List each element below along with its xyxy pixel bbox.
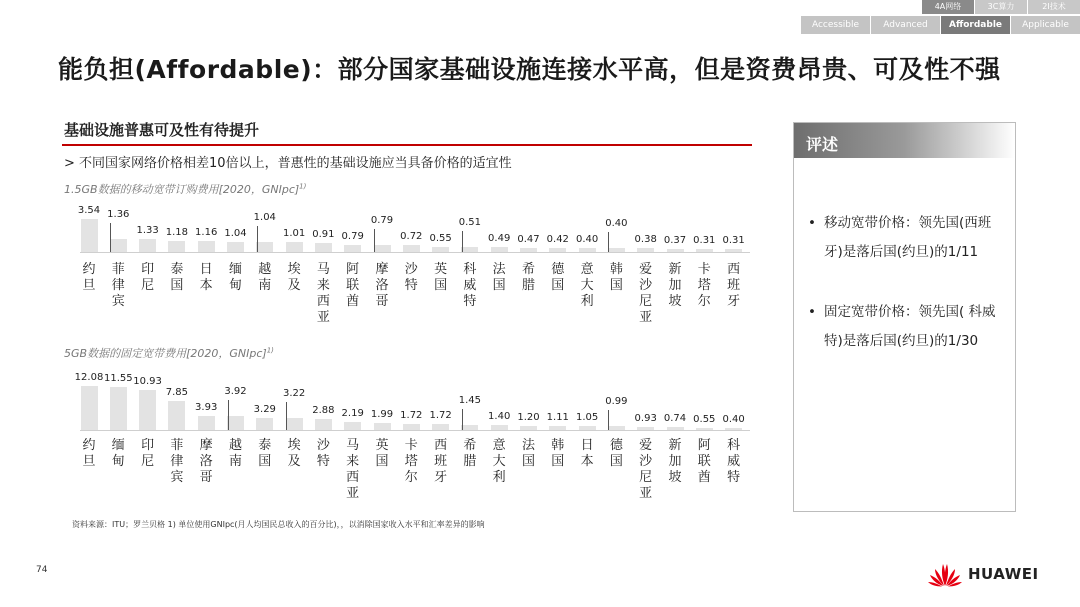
data-label: 2.19 (341, 407, 364, 419)
sub-nav-tabs (800, 16, 1080, 34)
category-label: 意大利 (492, 438, 506, 485)
top-nav-tabs (921, 0, 1080, 14)
data-label: 0.74 (663, 413, 687, 425)
data-label: 1.01 (282, 228, 306, 240)
chart1-title-sup: 1) (299, 182, 307, 191)
comment-item-text: 固定宽带价格：领先国( 科威特)是落后国(约旦)的1/30 (824, 304, 996, 349)
brand-name: HUAWEI (968, 565, 1039, 583)
data-label: 0.31 (693, 235, 716, 247)
bar (315, 243, 332, 252)
bar (227, 416, 244, 430)
category-label: 德国 (551, 262, 565, 293)
category-label: 法国 (521, 438, 535, 469)
category-label: 西班牙 (434, 438, 448, 485)
category-label: 印尼 (141, 438, 155, 469)
comment-item (808, 298, 1008, 356)
label-leader-line (608, 232, 609, 252)
category-label: 新加坡 (668, 262, 682, 309)
bar (110, 239, 127, 252)
data-label: 0.40 (575, 234, 599, 246)
bullet-dot: • (808, 215, 816, 231)
label-leader-line (286, 402, 287, 430)
label-leader-line (257, 226, 258, 252)
bar (256, 418, 273, 430)
source-note: 资料来源：ITU；罗兰贝格 1) 单位使用GNIpc(月人均国民总收入的百分比)，，以消除国家收入水平和汇率差异的影响 (72, 520, 485, 529)
label-leader-line (462, 231, 463, 252)
bar (81, 219, 98, 252)
category-label: 德国 (609, 438, 623, 469)
bar (344, 245, 361, 252)
section-divider (62, 144, 752, 146)
data-label: 7.85 (165, 387, 189, 399)
tab-4a-network[interactable]: 4A网络 (922, 0, 974, 14)
data-label: 1.36 (107, 209, 130, 221)
bar (725, 428, 742, 430)
data-label: 0.79 (370, 214, 394, 226)
bar (608, 248, 625, 252)
data-label: 1.20 (517, 411, 540, 423)
category-label: 卡塔尔 (404, 438, 418, 485)
data-label: 0.40 (605, 218, 628, 230)
chart2-title-text: 5GB数据的固定宽带费用[2020，GNIpc] (64, 347, 267, 360)
data-label: 0.47 (517, 233, 540, 245)
data-label: 3.22 (282, 388, 306, 400)
label-leader-line (374, 229, 375, 252)
category-label: 泰国 (258, 438, 272, 469)
bar (168, 241, 185, 252)
page-number: 74 (36, 565, 48, 575)
chart-baseline (80, 252, 750, 253)
section-title: 基础设施普惠可及性有待提升 (64, 121, 260, 139)
comment-header (794, 123, 1015, 158)
category-label: 菲律宾 (170, 438, 184, 485)
bar (608, 426, 625, 430)
tab-applicable[interactable]: Applicable (1011, 16, 1080, 34)
data-label: 1.99 (370, 408, 394, 420)
data-label: 3.93 (195, 401, 218, 413)
comment-panel (793, 122, 1016, 512)
bar (667, 249, 684, 252)
category-label: 马来西亚 (316, 262, 330, 325)
bar (168, 401, 185, 430)
category-label: 英国 (434, 262, 448, 293)
data-label: 0.55 (693, 413, 716, 425)
tab-affordable[interactable]: Affordable (941, 16, 1010, 34)
section-bullet: > 不同国家网络价格相差10倍以上，普惠性的基础设施应当具备价格的适宜性 (64, 156, 512, 171)
category-label: 马来西亚 (346, 438, 360, 501)
label-leader-line (228, 400, 229, 430)
data-label: 11.55 (103, 373, 133, 385)
bar (491, 247, 508, 252)
category-label: 意大利 (580, 262, 594, 309)
data-label: 0.42 (546, 234, 569, 246)
bar (403, 424, 420, 430)
data-label: 0.79 (341, 230, 364, 242)
bar (667, 427, 684, 430)
category-label: 阿联酋 (697, 438, 711, 485)
bar (227, 242, 244, 252)
bar (696, 249, 713, 252)
chart1-title (64, 181, 306, 197)
category-label: 新加坡 (668, 438, 682, 485)
data-label: 12.08 (74, 371, 104, 383)
bar (110, 387, 127, 430)
data-label: 0.99 (605, 396, 628, 408)
data-label: 1.45 (458, 394, 482, 406)
bar (432, 247, 449, 252)
data-label: 0.93 (634, 412, 657, 424)
label-leader-line (110, 223, 111, 252)
category-label: 缅甸 (228, 262, 242, 293)
label-leader-line (462, 409, 463, 430)
bar (579, 426, 596, 430)
data-label: 1.04 (224, 228, 247, 240)
bar (549, 426, 566, 430)
comment-header-title: 评述 (806, 135, 839, 154)
category-label: 阿联酋 (346, 262, 360, 309)
data-label: 1.33 (136, 225, 159, 237)
category-label: 泰国 (170, 262, 184, 293)
bar (374, 245, 391, 252)
category-label: 越南 (258, 262, 272, 293)
category-label: 印尼 (141, 262, 155, 293)
category-label: 沙特 (404, 262, 418, 293)
data-label: 1.04 (253, 212, 276, 224)
data-label: 1.05 (575, 412, 599, 424)
category-label: 缅甸 (111, 438, 125, 469)
bar (520, 248, 537, 252)
comment-item-text: 移动宽带价格：领先国(西班牙)是落后国(约旦)的1/11 (824, 215, 992, 260)
bar (725, 249, 742, 252)
bar (198, 241, 215, 252)
bar (549, 248, 566, 252)
tab-accessible[interactable]: Accessible (801, 16, 870, 34)
category-label: 爱沙尼亚 (639, 438, 653, 501)
data-label: 0.51 (458, 217, 482, 229)
category-label: 英国 (375, 438, 389, 469)
bar (374, 423, 391, 430)
data-label: 3.92 (224, 385, 247, 397)
data-label: 3.54 (77, 204, 101, 216)
bar (520, 426, 537, 430)
category-label: 约旦 (82, 438, 96, 469)
chart-baseline (80, 430, 750, 431)
category-label: 卡塔尔 (697, 262, 711, 309)
data-label: 1.72 (400, 409, 423, 421)
data-label: 0.37 (663, 234, 687, 246)
data-label: 0.40 (722, 414, 745, 425)
bar (637, 248, 654, 252)
data-label: 3.29 (253, 403, 276, 415)
bar (461, 425, 478, 430)
tab-3c-compute[interactable]: 3C算力 (975, 0, 1027, 14)
category-label: 法国 (492, 262, 506, 293)
category-label: 越南 (228, 438, 242, 469)
data-label: 10.93 (133, 375, 162, 387)
bar (315, 419, 332, 430)
chart1-title-text: 1.5GB数据的移动宽带订购费用[2020，GNIpc] (64, 183, 300, 196)
category-label: 约旦 (82, 262, 96, 293)
category-label: 希腊 (521, 262, 535, 293)
bar (491, 425, 508, 430)
tab-advanced[interactable]: Advanced (871, 16, 940, 34)
bullet-dot: • (808, 304, 816, 320)
label-leader-line (608, 410, 609, 430)
bar (461, 247, 478, 252)
data-label: 0.31 (722, 235, 745, 247)
category-label: 日本 (199, 262, 213, 293)
huawei-logo (928, 561, 1039, 587)
category-label: 菲律宾 (111, 262, 125, 309)
chart2-title (64, 345, 274, 361)
category-label: 沙特 (316, 438, 330, 469)
category-label: 埃及 (287, 262, 301, 293)
comment-item (808, 209, 1008, 267)
category-label: 科威特 (727, 438, 741, 485)
category-label: 韩国 (551, 438, 565, 469)
data-label: 2.88 (312, 405, 335, 417)
bar (637, 427, 654, 430)
chart2-title-sup: 1) (266, 346, 274, 355)
bar (81, 386, 98, 430)
bar (139, 390, 156, 430)
category-label: 日本 (580, 438, 594, 469)
bar (139, 239, 156, 252)
data-label: 1.18 (165, 226, 189, 238)
category-label: 摩洛哥 (199, 438, 213, 485)
tab-2i-tech[interactable]: 2I技术 (1028, 0, 1080, 14)
category-label: 希腊 (463, 438, 477, 469)
bar (432, 424, 449, 430)
bar (286, 242, 303, 252)
data-label: 0.49 (488, 233, 511, 245)
data-label: 1.72 (429, 409, 452, 421)
bar (198, 416, 215, 430)
category-label: 西班牙 (727, 262, 741, 309)
data-label: 0.91 (312, 229, 335, 241)
data-label: 1.16 (195, 227, 218, 239)
bar (403, 245, 420, 252)
category-label: 爱沙尼亚 (639, 262, 653, 325)
page-title: 能负担(Affordable)：部分国家基础设施连接水平高，但是资费昂贵、可及性不强 (58, 55, 1001, 84)
data-label: 0.72 (400, 231, 423, 243)
category-label: 韩国 (609, 262, 623, 293)
bar (344, 422, 361, 430)
huawei-flower-icon (928, 561, 962, 587)
data-label: 1.11 (546, 411, 569, 423)
category-label: 科威特 (463, 262, 477, 309)
bar (579, 248, 596, 252)
data-label: 1.40 (488, 410, 511, 422)
data-label: 0.38 (634, 234, 657, 246)
category-label: 摩洛哥 (375, 262, 389, 309)
bar (286, 418, 303, 430)
bar (256, 242, 273, 252)
data-label: 0.55 (429, 232, 452, 244)
category-label: 埃及 (287, 438, 301, 469)
bar (696, 428, 713, 430)
